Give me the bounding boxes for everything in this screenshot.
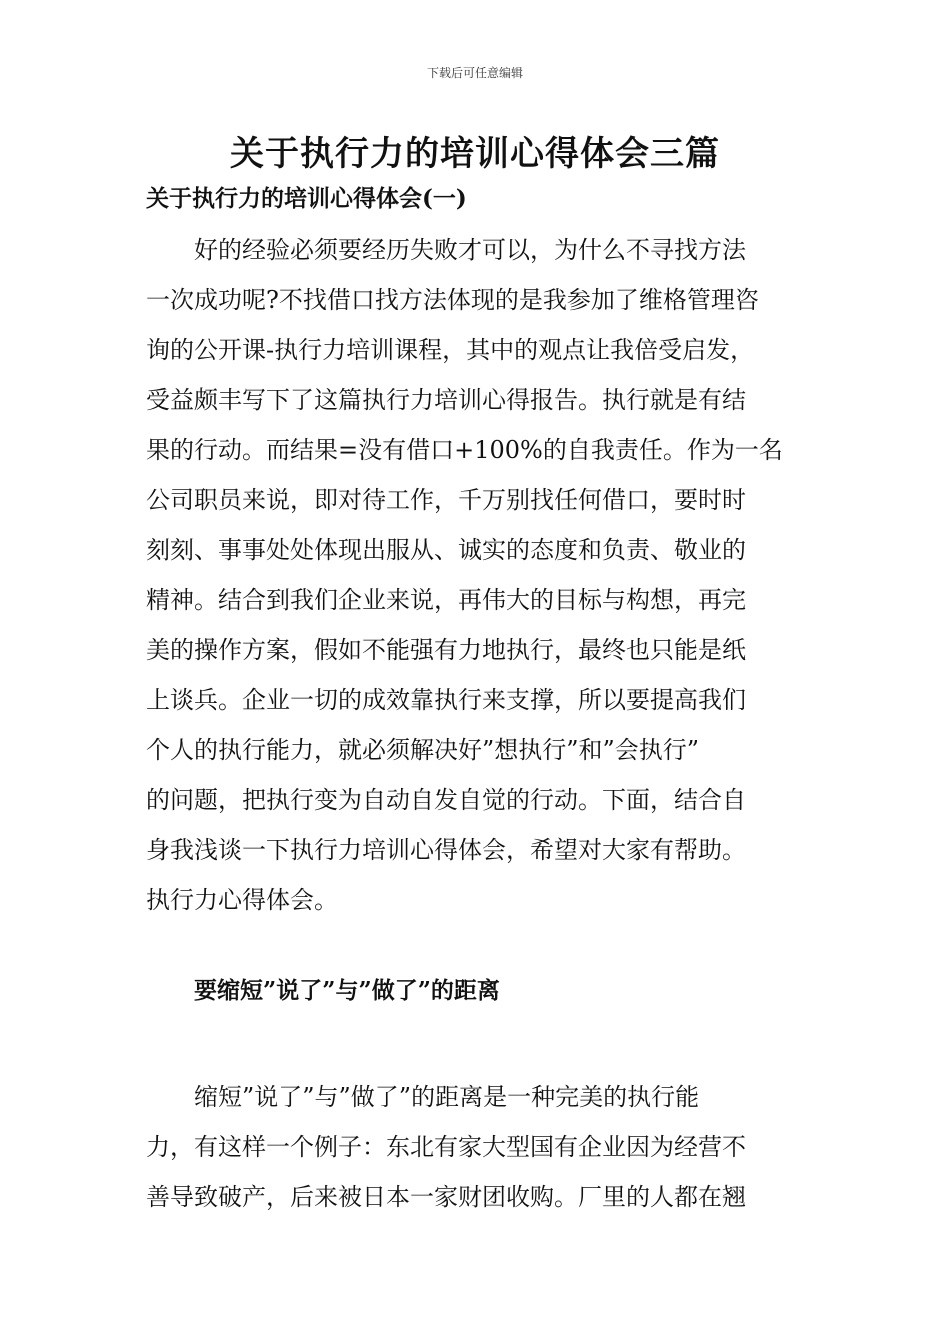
paragraph-line: 缩短”说了”与”做了”的距离是一种完美的执行能	[194, 1083, 700, 1111]
paragraph-line: 受益颇丰写下了这篇执行力培训心得报告。执行就是有结	[146, 386, 746, 414]
paragraph-line: 的问题，把执行变为自动自发自觉的行动。下面，结合自	[146, 786, 746, 814]
paragraph-line: 询的公开课-执行力培训课程，其中的观点让我倍受启发，	[146, 336, 755, 364]
subheading: 要缩短”说了”与”做了”的距离	[194, 977, 500, 1004]
paragraph-line: 个人的执行能力，就必须解决好”想执行”和”会执行”	[146, 736, 700, 764]
paragraph-line: 好的经验必须要经历失败才可以，为什么不寻找方法	[194, 236, 746, 264]
paragraph-line: 美的操作方案，假如不能强有力地执行，最终也只能是纸	[146, 636, 746, 664]
paragraph-2	[146, 1072, 806, 1222]
document-title: 关于执行力的培训心得体会三篇	[230, 134, 720, 174]
header-note: 下载后可任意编辑	[426, 66, 523, 80]
paragraph-line: 身我浅谈一下执行力培训心得体会，希望对大家有帮助。	[146, 836, 746, 864]
paragraph-line: 公司职员来说，即对待工作，千万别找任何借口，要时时	[146, 486, 746, 514]
paragraph-line: 执行力心得体会。	[146, 886, 338, 914]
paragraph-line: 果的行动。而结果=没有借口+100%的自我责任。作为一名	[146, 436, 783, 464]
paragraph-line: 上谈兵。企业一切的成效靠执行来支撑，所以要提高我们	[146, 686, 746, 714]
paragraph-line: 力，有这样一个例子：东北有家大型国有企业因为经营不	[146, 1133, 746, 1161]
paragraph-1	[146, 225, 806, 925]
paragraph-line: 精神。结合到我们企业来说，再伟大的目标与构想，再完	[146, 586, 746, 614]
section-heading: 关于执行力的培训心得体会(一)	[146, 185, 467, 212]
paragraph-line: 善导致破产，后来被日本一家财团收购。厂里的人都在翘	[146, 1183, 746, 1211]
paragraph-line: 一次成功呢?不找借口找方法体现的是我参加了维格管理咨	[146, 286, 759, 314]
paragraph-line: 刻刻、事事处处体现出服从、诚实的态度和负责、敬业的	[146, 536, 746, 564]
